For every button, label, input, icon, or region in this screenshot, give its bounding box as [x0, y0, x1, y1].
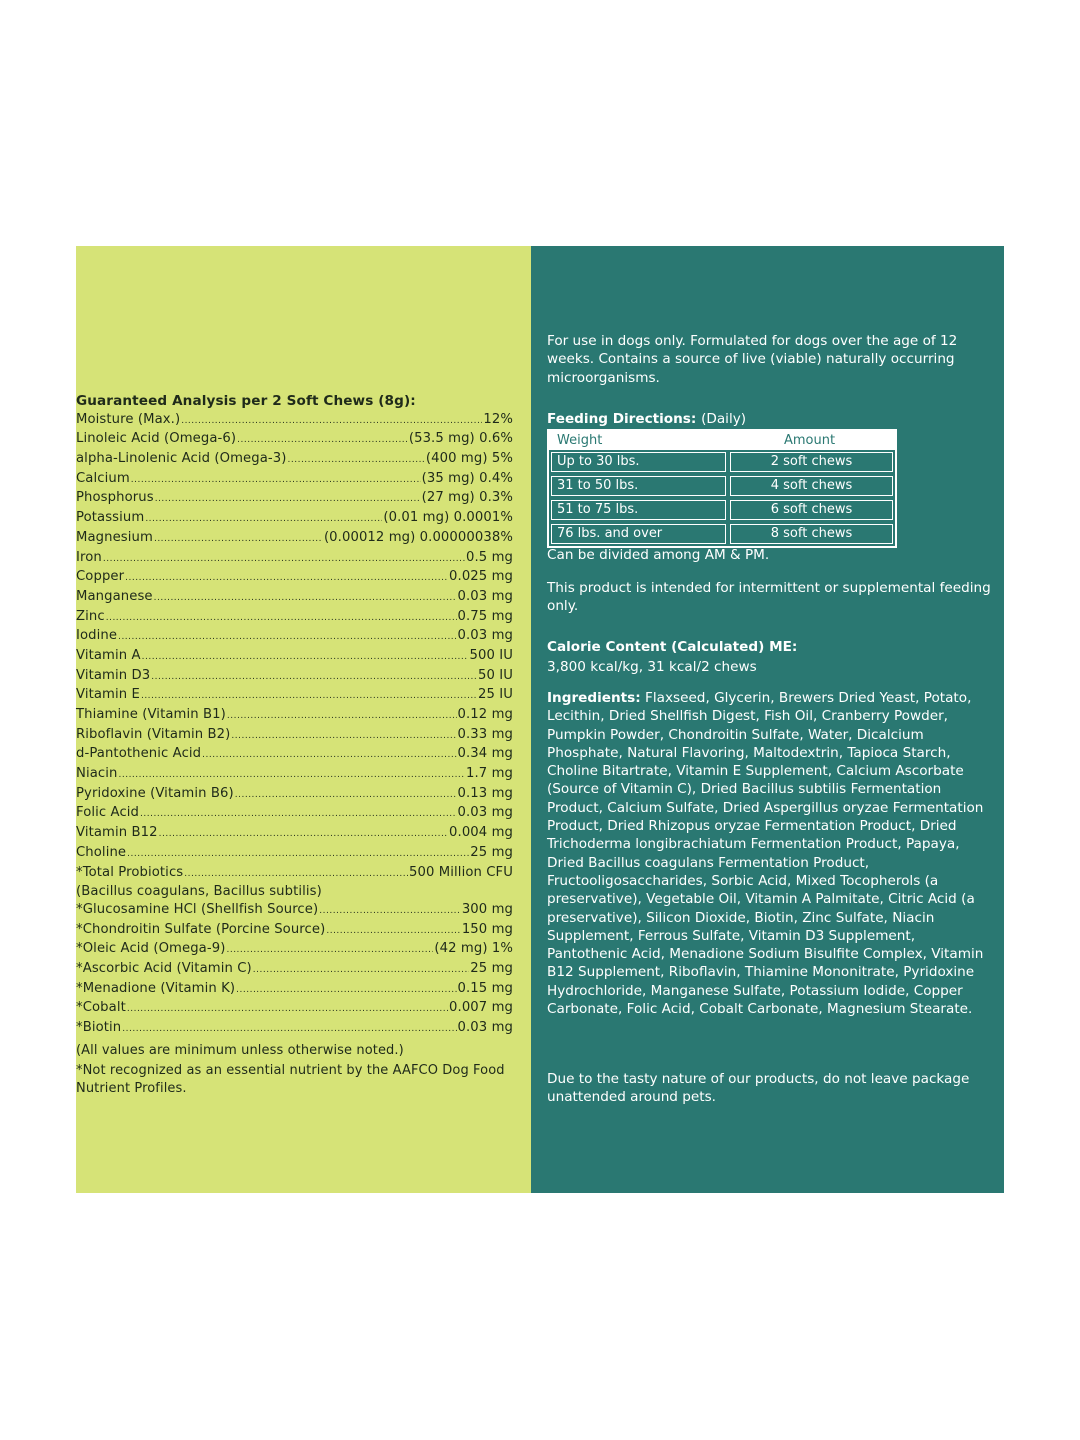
analysis-row [76, 726, 513, 746]
nutrient-name: Vitamin E [76, 687, 140, 703]
nutrient-value: (0.01 mg) 0.0001% [383, 510, 513, 526]
feeding-directions-label: Feeding Directions: [547, 411, 697, 427]
nutrient-name: Thiamine (Vitamin B1) [76, 707, 226, 723]
amount-header: Amount [783, 433, 836, 448]
dot-leader [159, 826, 448, 844]
nutrient-value: 0.03 mg [457, 1020, 513, 1036]
analysis-row [76, 844, 513, 864]
dot-leader [319, 903, 461, 921]
nutrient-value: 0.007 mg [449, 1000, 513, 1016]
usage-intro: For use in dogs only. Formulated for dogs over the age of 12 weeks. Contains a source of live (viable) naturally occurring microorganisms. [547, 333, 958, 386]
analysis-row [76, 940, 513, 960]
analysis-row [76, 745, 513, 765]
dot-leader [326, 923, 460, 941]
dot-leader [118, 629, 456, 647]
nutrient-value: 25 mg [470, 960, 513, 976]
pet-safety-warning: Due to the tasty nature of our products, do not leave package unattended around pets. [547, 1071, 970, 1106]
nutrient-value: 0.15 mg [457, 980, 513, 996]
amount-cell: 8 soft chews [730, 524, 893, 544]
analysis-row [76, 667, 513, 687]
ingredients-list: Flaxseed, Glycerin, Brewers Dried Yeast, Potato, Lecithin, Dried Shellfish Digest, Fish Oil, Cranberry Powder, Pumpkin Powder, Chondroitin Sulfate, Water, Dicalcium Phosphate, Natural Flavoring, Maltodextrin, Tapioca Starch, Choline Bitartrate, Vitamin E Supplement, Calcium Ascorbate (Source of Vitamin C), Dried Bacillus subtilis Fermentation Product, Calcium Sulfate, Dried Aspergillus oryzae Fermentation Product, Dried Rhizopus oryzae Fermentation Product, Dried Trichoderma longibrachiatum Fermentation Product, Papaya, Dried Bacillus coagulans Fermentation Product, Fructooligosaccharides, Sorbic Acid, Mixed Tocopherols (a preservative), Vegetable Oil, Vitamin A Palmitate, Citric Acid (a preservative), Silicon Dioxide, Biotin, Zinc Sulfate, Niacin Supplement, Ferrous Sulfate, Vitamin D3 Supplement, Pantothenic Acid, Menadione Sodium Bisulfite Complex, Vitamin B12 Supplement, Riboflavin, Thiamine Mononitrate, Pyridoxine Hydrochloride, Manganese Sulfate, Potassium Iodide, Copper Carbonate, Folic Acid, Cobalt Carbonate, Magnesium Stearate. [547, 690, 984, 1018]
nutrient-name: Potassium [76, 510, 145, 526]
weight-cell: 51 to 75 lbs. [551, 500, 726, 520]
analysis-row [76, 430, 513, 450]
nutrient-value: 0.03 mg [457, 588, 513, 604]
nutrient-name: *Menadione (Vitamin K) [76, 980, 236, 996]
dot-leader [140, 806, 456, 824]
analysis-row [76, 686, 513, 706]
calorie-content-title: Calorie Content (Calculated) ME: [547, 639, 798, 655]
weight-header: Weight [557, 433, 603, 448]
analysis-row [76, 529, 513, 549]
ingredients-label: Ingredients: [547, 690, 641, 706]
nutrient-name: Riboflavin (Vitamin B2) [76, 726, 231, 742]
dot-leader [106, 610, 457, 628]
nutrient-name: Calcium [76, 470, 130, 486]
analysis-row [76, 706, 513, 726]
nutrient-value: (53.5 mg) 0.6% [408, 431, 513, 447]
dot-leader [253, 962, 470, 980]
amount-cell: 2 soft chews [730, 452, 893, 472]
analysis-row [76, 627, 513, 647]
nutrient-name: Pyridoxine (Vitamin B6) [76, 785, 234, 801]
dot-leader [288, 452, 425, 470]
nutrient-name: Copper [76, 569, 125, 585]
analysis-rows-secondary [76, 901, 513, 1039]
dot-leader [236, 982, 456, 1000]
nutrient-value: (42 mg) 1% [434, 941, 513, 957]
dot-leader [226, 942, 433, 960]
nutrient-name: Zinc [76, 608, 105, 624]
calorie-content-value: 3,800 kcal/kg, 31 kcal/2 chews [547, 659, 757, 675]
nutrient-name: Magnesium [76, 529, 153, 545]
nutrient-name: *Total Probiotics [76, 864, 184, 880]
analysis-row [76, 980, 513, 1000]
nutrient-value: 0.5 mg [466, 549, 513, 565]
dot-leader [227, 708, 457, 726]
nutrient-value: 0.12 mg [457, 707, 513, 723]
analysis-row [76, 411, 513, 431]
ingredients [547, 689, 992, 1018]
dot-leader [145, 511, 382, 529]
dot-leader [235, 787, 457, 805]
nutrient-name: *Oleic Acid (Omega-9) [76, 941, 226, 957]
nutrient-value: 50 IU [477, 667, 513, 683]
nutrient-value: (0.00012 mg) 0.00000038% [323, 529, 513, 545]
feeding-directions-title [547, 410, 992, 428]
nutrient-value: 500 IU [469, 647, 513, 663]
analysis-row [76, 568, 513, 588]
dot-leader [127, 846, 469, 864]
nutrient-name: Vitamin D3 [76, 667, 151, 683]
dot-leader [202, 747, 456, 765]
nutrient-name: Vitamin A [76, 647, 141, 663]
dot-leader [151, 669, 477, 687]
nutrient-name: Choline [76, 844, 127, 860]
nutrient-name: d-Pantothenic Acid [76, 746, 202, 762]
nutrient-name: Iron [76, 549, 102, 565]
dot-leader [103, 551, 465, 569]
nutrient-value: 0.75 mg [457, 608, 513, 624]
nutrient-value: 150 mg [461, 921, 513, 937]
analysis-row [76, 549, 513, 569]
intended-use-note: This product is intended for intermittent or supplemental feeding only. [547, 580, 991, 615]
weight-cell: 31 to 50 lbs. [551, 476, 726, 496]
dot-leader [231, 728, 456, 746]
nutrient-name: Iodine [76, 628, 118, 644]
dot-leader [141, 688, 477, 706]
analysis-row [76, 804, 513, 824]
weight-cell: 76 lbs. and over [551, 524, 726, 544]
feeding-table-row [549, 498, 895, 522]
analysis-row [76, 785, 513, 805]
nutrient-name: Vitamin B12 [76, 825, 158, 841]
dot-leader [154, 531, 323, 549]
nutrient-value: 0.025 mg [449, 569, 513, 585]
nutrient-value: 500 Million CFU [409, 864, 513, 880]
divide-note: Can be divided among AM & PM. [547, 547, 770, 563]
analysis-row [76, 588, 513, 608]
analysis-rows [76, 411, 513, 884]
dot-leader [127, 1001, 448, 1019]
nutrient-value: 0.34 mg [457, 746, 513, 762]
feeding-table-header [549, 431, 895, 450]
directions-panel [531, 246, 1004, 1193]
nutrient-value: 25 IU [477, 687, 513, 703]
nutrient-name: Niacin [76, 766, 118, 782]
dot-leader [155, 491, 421, 509]
analysis-row [76, 470, 513, 490]
nutrient-name: Linoleic Acid (Omega-6) [76, 431, 237, 447]
nutrient-name: *Ascorbic Acid (Vitamin C) [76, 960, 252, 976]
analysis-row [76, 921, 513, 941]
dot-leader [142, 649, 469, 667]
analysis-row [76, 864, 513, 884]
feeding-table-row [549, 474, 895, 498]
analysis-row [76, 901, 513, 921]
dot-leader [237, 432, 408, 450]
nutrient-value: (35 mg) 0.4% [421, 470, 513, 486]
dot-leader [131, 472, 421, 490]
analysis-row [76, 509, 513, 529]
dot-leader [184, 866, 408, 884]
nutrient-name: *Chondroitin Sulfate (Porcine Source) [76, 921, 326, 937]
analysis-row [76, 960, 513, 980]
nutrient-value: 12% [483, 411, 513, 427]
nutrient-value: 25 mg [470, 844, 513, 860]
dot-leader [181, 413, 482, 431]
analysis-row [76, 647, 513, 667]
nutrient-value: (27 mg) 0.3% [421, 490, 513, 506]
dot-leader [118, 767, 465, 785]
nutrient-name: alpha-Linolenic Acid (Omega-3) [76, 451, 287, 467]
nutrient-name: Manganese [76, 588, 153, 604]
feeding-table [547, 429, 897, 548]
analysis-row [76, 489, 513, 509]
feeding-directions-suffix: (Daily) [701, 411, 747, 427]
analysis-row [76, 824, 513, 844]
nutrient-value: 300 mg [461, 901, 513, 917]
analysis-row [76, 450, 513, 470]
nutrient-name: *Glucosamine HCl (Shellfish Source) [76, 901, 319, 917]
dot-leader [125, 570, 448, 588]
nutrient-name: Moisture (Max.) [76, 411, 181, 427]
analysis-row [76, 608, 513, 628]
feeding-table-row [549, 522, 895, 546]
feeding-table-body [549, 450, 895, 546]
nutrient-value: 1.7 mg [466, 766, 513, 782]
dot-leader [154, 590, 457, 608]
nutrient-name: Phosphorus [76, 490, 154, 506]
nutrient-value: (400 mg) 5% [425, 451, 513, 467]
guaranteed-analysis-title: Guaranteed Analysis per 2 Soft Chews (8g): [76, 393, 416, 409]
weight-cell: Up to 30 lbs. [551, 452, 726, 472]
dot-leader [122, 1021, 456, 1039]
minimum-values-note: (All values are minimum unless otherwise noted.) [76, 1042, 404, 1058]
nutrient-value: 0.03 mg [457, 628, 513, 644]
nutrient-value: 0.33 mg [457, 726, 513, 742]
nutrient-value: 0.03 mg [457, 805, 513, 821]
nutrient-value: 0.13 mg [457, 785, 513, 801]
aafco-note: *Not recognized as an essential nutrient by the AAFCO Dog Food Nutrient Profiles. [76, 1063, 505, 1096]
nutrient-value: 0.004 mg [449, 825, 513, 841]
amount-cell: 4 soft chews [730, 476, 893, 496]
nutrient-name: *Biotin [76, 1020, 122, 1036]
nutrient-name: *Cobalt [76, 1000, 126, 1016]
amount-cell: 6 soft chews [730, 500, 893, 520]
analysis-row [76, 765, 513, 785]
guaranteed-analysis-panel [76, 246, 531, 1193]
probiotics-strains: (Bacillus coagulans, Bacillus subtilis) [76, 884, 322, 900]
nutrient-name: Folic Acid [76, 805, 140, 821]
guaranteed-analysis [76, 393, 513, 1097]
analysis-row [76, 999, 513, 1019]
analysis-row [76, 1019, 513, 1039]
feeding-table-row [549, 450, 895, 474]
